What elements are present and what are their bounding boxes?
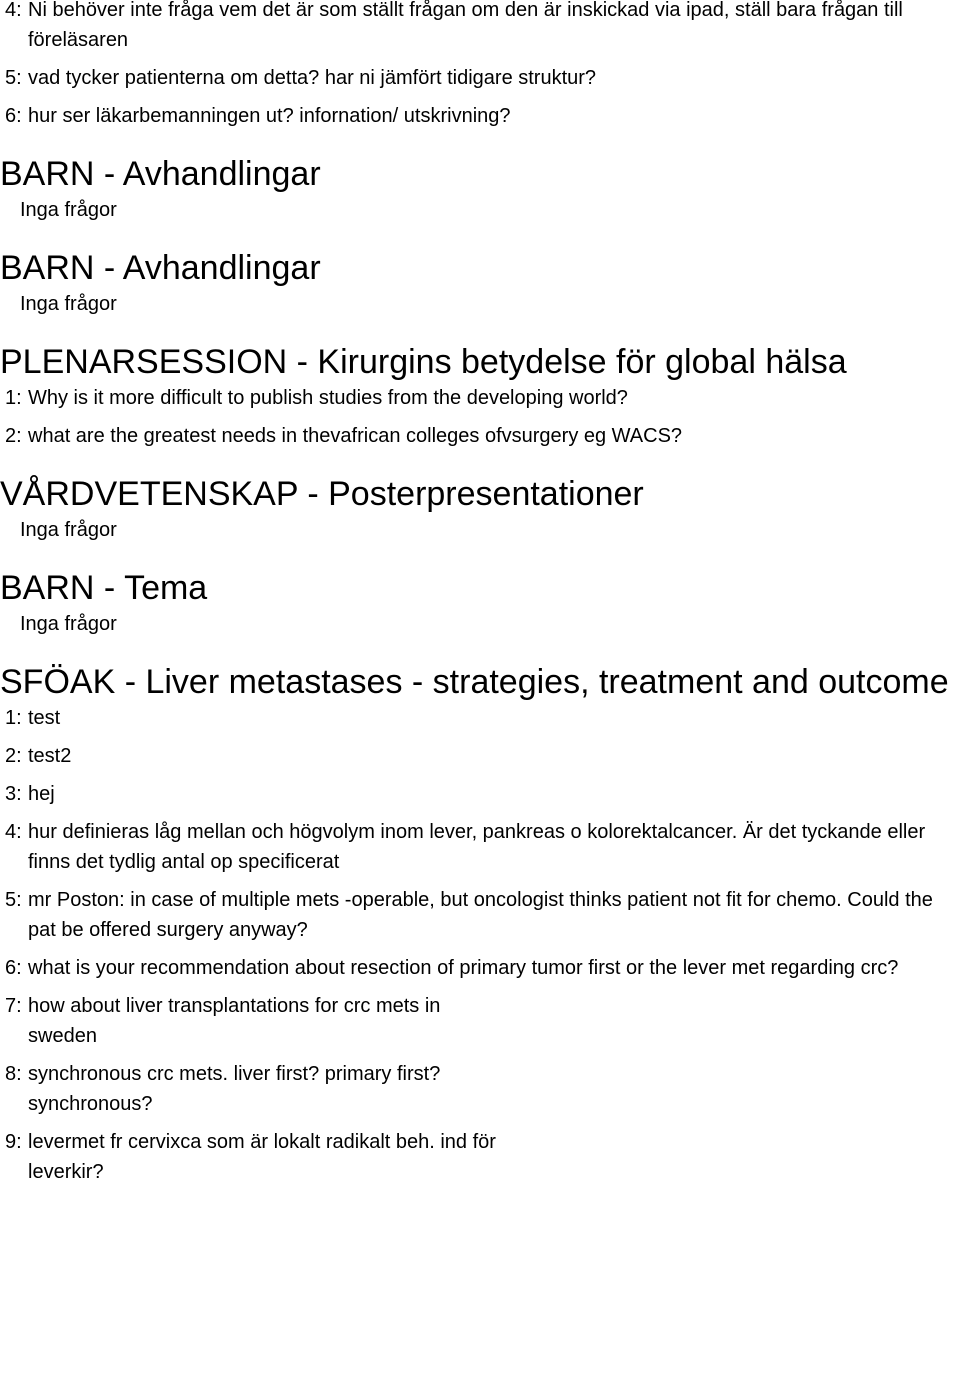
question-list [0,0,960,131]
question-list [0,703,960,1187]
question-item [0,0,960,55]
section-continued [0,0,960,131]
section-title: PLENARSESSION - Kirurgins betydelse för global hälsa [0,343,847,381]
question-item [0,383,668,413]
question-number: 4: [5,821,22,843]
question-text: Ni behöver inte fråga vem det är som ställt frågan om den är inskickad via ipad, ställ bara frågan till föreläsaren [28,0,903,51]
question-number: 1: [5,707,22,729]
question-number: 8: [5,1063,22,1085]
question-item [0,953,960,983]
question-number: 3: [5,783,22,805]
question-text: synchronous crc mets. liver first? primary first? synchronous? [28,1063,441,1115]
question-text: Why is it more difficult to publish studies from the developing world? [28,387,628,409]
question-item [0,991,498,1051]
section-barn-avhandlingar-2 [0,247,960,319]
no-questions-text: Inga frågor [20,519,117,541]
question-text: mr Poston: in case of multiple mets -operable, but oncologist thinks patient not fit for chemo. Could the pat be offered surgery anyway? [28,889,933,941]
question-item [0,1059,508,1119]
no-questions-text: Inga frågor [20,293,117,315]
question-number: 4: [5,0,22,21]
question-item [0,101,588,131]
question-item [0,703,960,733]
question-item [0,1127,568,1187]
question-number: 9: [5,1131,22,1153]
question-item [0,63,648,93]
no-questions-text: Inga frågor [20,199,117,221]
question-text: what are the greatest needs in thevafrican colleges ofvsurgery eg WACS? [28,425,683,447]
section-title: SFÖAK - Liver metastases - strategies, treatment and outcome [0,663,949,701]
question-text: what is your recommendation about resection of primary tumor first or the lever met regarding crc? [28,957,899,979]
section-barn-tema [0,567,960,639]
question-text: test2 [28,745,72,767]
question-number: 5: [5,67,22,89]
section-plenarsession [0,341,960,451]
question-number: 5: [5,889,22,911]
section-title: VÅRDVETENSKAP - Posterpresentationer [0,475,644,513]
section-title: BARN - Tema [0,569,208,607]
question-text: hej [28,783,55,805]
question-text: how about liver transplantations for crc mets in sweden [28,995,441,1047]
question-number: 7: [5,995,22,1017]
section-sfoak [0,661,960,1187]
section-title: BARN - Avhandlingar [0,249,321,287]
question-text: test [28,707,61,729]
section-barn-avhandlingar-1 [0,153,960,225]
question-number: 6: [5,957,22,979]
question-item [0,817,960,877]
question-number: 2: [5,425,22,447]
question-item [0,421,688,451]
question-number: 2: [5,745,22,767]
question-item [0,741,960,771]
question-item [0,885,960,945]
question-number: 1: [5,387,22,409]
question-text: vad tycker patienterna om detta? har ni jämfört tidigare struktur? [28,67,597,89]
section-vardvetenskap [0,473,960,545]
question-text: levermet fr cervixca som är lokalt radikalt beh. ind för leverkir? [28,1131,496,1183]
question-list [0,383,960,451]
section-title: BARN - Avhandlingar [0,155,321,193]
no-questions-text: Inga frågor [20,613,117,635]
question-text: hur ser läkarbemanningen ut? infornation/ utskrivning? [28,105,511,127]
question-item [0,779,960,809]
question-number: 6: [5,105,22,127]
question-text: hur definieras låg mellan och högvolym inom lever, pankreas o kolorektalcancer. Är det tyckande eller finns det tydlig antal op specificerat [28,821,926,873]
